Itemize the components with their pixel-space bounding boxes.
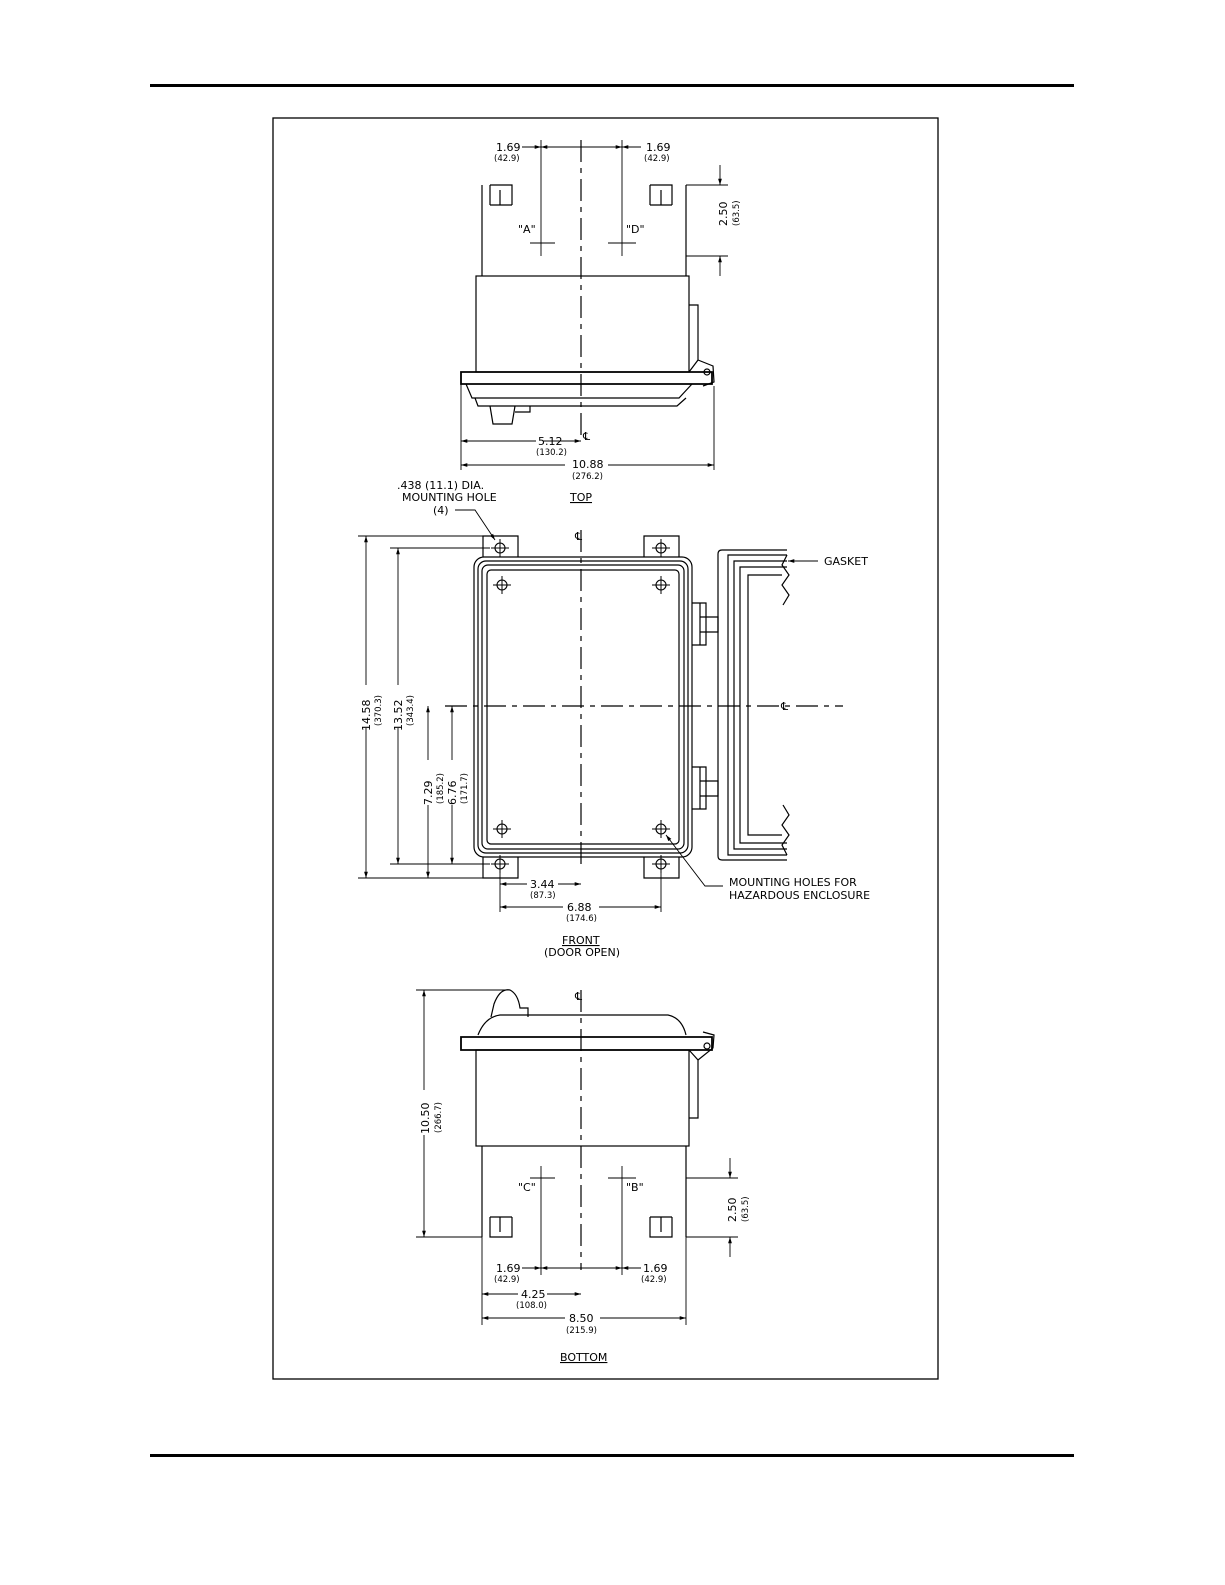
bottom-overall-depth-dim: 10.50	[419, 1102, 432, 1134]
front-half-hole-width-dim: 3.44	[530, 878, 555, 891]
hazardous-holes-label-line2: HAZARDOUS ENCLOSURE	[729, 889, 871, 902]
front-hole-height-dim: 13.52	[392, 699, 405, 731]
front-view	[358, 479, 870, 959]
top-left-offset-dim: 1.69	[496, 141, 521, 154]
front-hole-width-dim: 6.88	[567, 901, 592, 914]
bottom-overall-width-dim: 8.50	[569, 1312, 594, 1325]
top-half-width-dim-mm: (130.2)	[536, 448, 567, 458]
front-hole-height-dim-mm: (343.4)	[406, 695, 416, 726]
top-view-title: TOP	[570, 491, 593, 504]
top-overall-width-dim-mm: (276.2)	[572, 472, 603, 482]
mounting-hole-label-line2: MOUNTING HOLE	[402, 491, 497, 504]
hazardous-holes-label-line1: MOUNTING HOLES FOR	[729, 876, 857, 889]
gasket-label: GASKET	[824, 555, 868, 568]
bottom-depth-dim-mm: (63.5)	[741, 1196, 751, 1222]
front-half-height-dim-mm: (185.2)	[436, 773, 446, 804]
bottom-depth-dim: 2.50	[726, 1197, 739, 1222]
bottom-centerline-symbol: ℄	[575, 990, 583, 1003]
front-half-hole-width-dim-mm: (87.3)	[530, 891, 556, 901]
bottom-view	[416, 990, 751, 1364]
top-right-offset-dim: 1.69	[646, 141, 671, 154]
front-half-height-dim: 7.29	[422, 780, 435, 805]
hole-a-label: "A"	[518, 223, 536, 236]
mounting-hole-label-line3: (4)	[433, 504, 449, 517]
top-left-offset-dim-mm: (42.9)	[494, 154, 520, 164]
top-depth-dim-mm: (63.5)	[732, 200, 742, 226]
bottom-right-offset-dim-mm: (42.9)	[641, 1275, 667, 1285]
bottom-half-width-dim: 4.25	[521, 1288, 546, 1301]
hole-c-label: "C"	[518, 1181, 536, 1194]
top-centerline-symbol: ℄	[583, 430, 591, 443]
bottom-half-width-dim-mm: (108.0)	[516, 1301, 547, 1311]
top-view	[461, 140, 742, 504]
top-right-offset-dim-mm: (42.9)	[644, 154, 670, 164]
front-hole-width-dim-mm: (174.6)	[566, 914, 597, 924]
top-depth-dim: 2.50	[717, 201, 730, 226]
front-centerline-symbol: ℄	[575, 530, 583, 543]
hole-b-label: "B"	[626, 1181, 644, 1194]
hole-d-label: "D"	[626, 223, 645, 236]
bottom-left-offset-dim: 1.69	[496, 1262, 521, 1275]
top-half-width-dim: 5.12	[538, 435, 563, 448]
front-half-hole-height-dim: 6.76	[446, 780, 459, 805]
front-view-title: FRONT	[562, 934, 600, 947]
bottom-overall-width-dim-mm: (215.9)	[566, 1326, 597, 1336]
top-overall-width-dim: 10.88	[572, 458, 604, 471]
door-centerline-symbol: ℄	[781, 700, 789, 713]
front-half-hole-height-dim-mm: (171.7)	[460, 773, 470, 804]
front-view-subtitle: (DOOR OPEN)	[544, 946, 620, 959]
bottom-overall-depth-dim-mm: (266.7)	[434, 1102, 444, 1133]
bottom-right-offset-dim: 1.69	[643, 1262, 668, 1275]
front-overall-height-dim: 14.58	[360, 699, 373, 731]
bottom-view-title: BOTTOM	[560, 1351, 608, 1364]
bottom-left-offset-dim-mm: (42.9)	[494, 1275, 520, 1285]
front-overall-height-dim-mm: (370.3)	[374, 695, 384, 726]
mounting-hole-label-line1: .438 (11.1) DIA.	[397, 479, 485, 492]
